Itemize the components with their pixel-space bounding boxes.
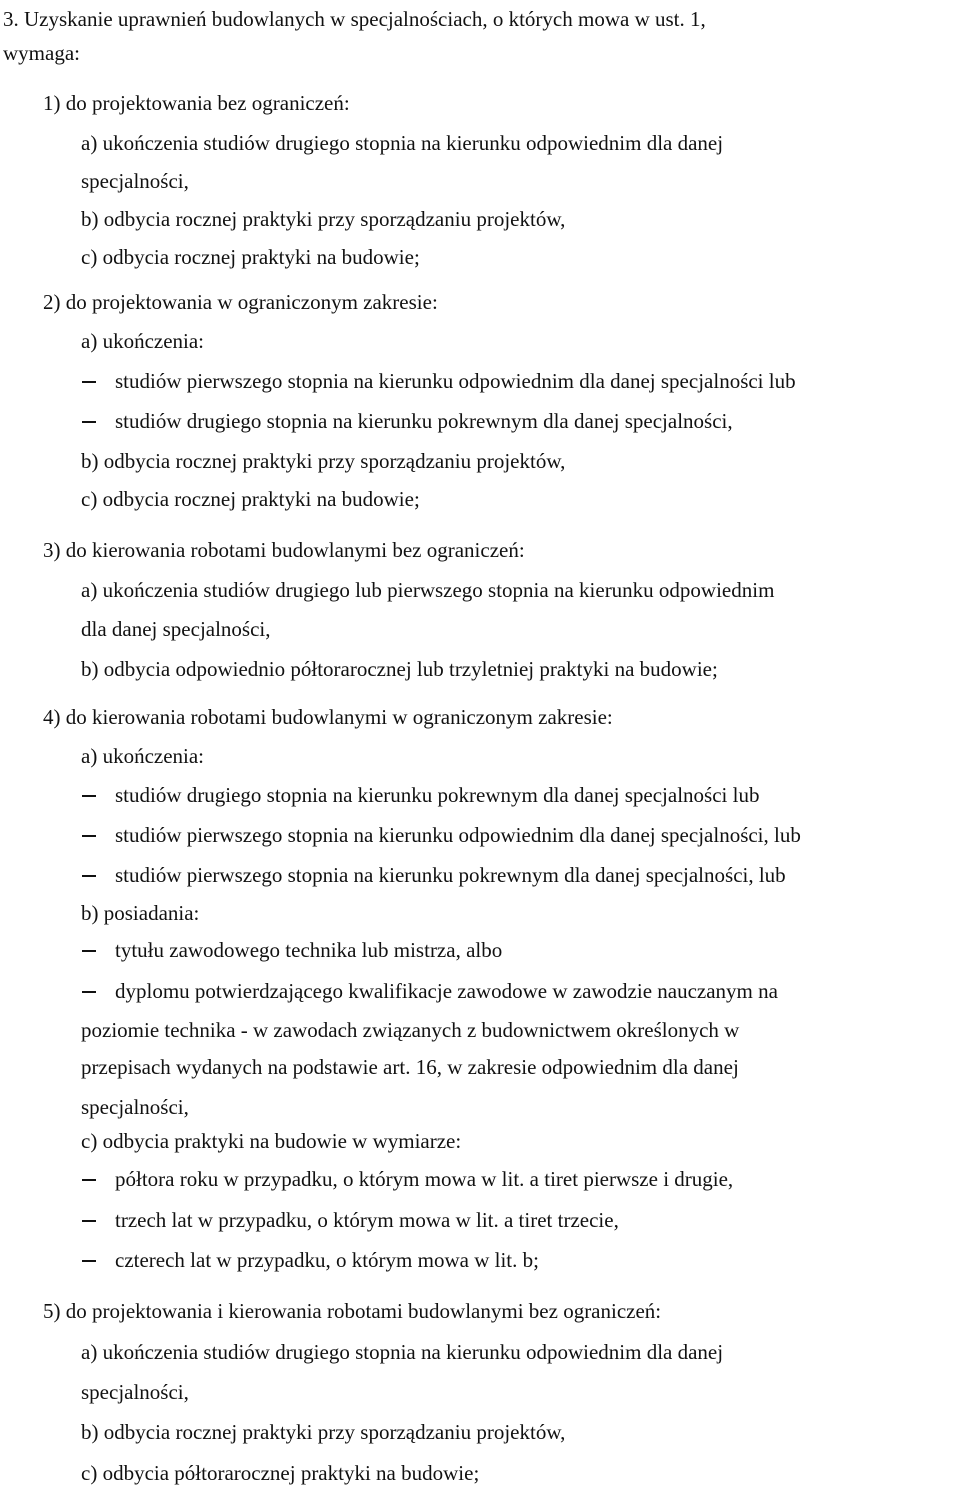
clause-c: c) odbycia półtorarocznej praktyki na budowie; (81, 1461, 480, 1485)
clause-c: c) odbycia praktyki na budowie w wymiarze: (81, 1129, 462, 1153)
clause-c: c) odbycia rocznej praktyki na budowie; (81, 487, 420, 511)
clause-b: b) odbycia rocznej praktyki przy sporządzaniu projektów, (81, 449, 566, 473)
list-item-cont: poziomie technika - w zawodach związanych z budownictwem określonych w (81, 1018, 740, 1042)
section-heading: 3) do kierowania robotami budowlanymi bez ograniczeń: (43, 538, 525, 562)
section-heading: 5) do projektowania i kierowania robotami budowlanymi bez ograniczeń: (43, 1299, 662, 1323)
list-item-text: dyplomu potwierdzającego kwalifikacje zawodowe w zawodzie nauczanym na (115, 979, 778, 1003)
clause-b: b) posiadania: (81, 901, 200, 925)
clause-a: a) ukończenia: (81, 329, 205, 353)
section-heading: 2) do projektowania w ograniczonym zakresie: (43, 290, 438, 314)
dash-bullet-icon (82, 991, 96, 993)
list-item-text: trzech lat w przypadku, o którym mowa w lit. a tiret trzecie, (115, 1208, 619, 1232)
list-item-text: studiów drugiego stopnia na kierunku pokrewnym dla danej specjalności lub (115, 783, 760, 807)
list-item-cont: specjalności, (81, 1095, 189, 1119)
clause-a-cont: specjalności, (81, 169, 189, 193)
section-heading: 1) do projektowania bez ograniczeń: (43, 91, 350, 115)
clause-b: b) odbycia rocznej praktyki przy sporządzaniu projektów, (81, 207, 566, 231)
clause-c: c) odbycia rocznej praktyki na budowie; (81, 245, 420, 269)
list-item-text: studiów pierwszego stopnia na kierunku odpowiednim dla danej specjalności lub (115, 369, 796, 393)
clause-b: b) odbycia odpowiednio półtorarocznej lub trzyletniej praktyki na budowie; (81, 657, 718, 681)
dash-bullet-icon (82, 381, 96, 383)
clause-b: b) odbycia rocznej praktyki przy sporządzaniu projektów, (81, 1420, 566, 1444)
dash-bullet-icon (82, 1260, 96, 1262)
clause-a-cont: specjalności, (81, 1380, 189, 1404)
clause-a-cont: dla danej specjalności, (81, 617, 271, 641)
dash-bullet-icon (82, 1220, 96, 1222)
clause-a: a) ukończenia studiów drugiego lub pierwszego stopnia na kierunku odpowiednim (81, 578, 775, 602)
dash-bullet-icon (82, 875, 96, 877)
intro-line: wymaga: (3, 41, 80, 65)
dash-bullet-icon (82, 795, 96, 797)
dash-bullet-icon (82, 1179, 96, 1181)
clause-a: a) ukończenia: (81, 744, 205, 768)
dash-bullet-icon (82, 950, 96, 952)
list-item-text: tytułu zawodowego technika lub mistrza, albo (115, 938, 503, 962)
list-item-text: studiów pierwszego stopnia na kierunku pokrewnym dla danej specjalności, lub (115, 863, 786, 887)
list-item-text: czterech lat w przypadku, o którym mowa w lit. b; (115, 1248, 539, 1272)
clause-a: a) ukończenia studiów drugiego stopnia na kierunku odpowiednim dla danej (81, 131, 724, 155)
list-item-text: półtora roku w przypadku, o którym mowa w lit. a tiret pierwsze i drugie, (115, 1167, 734, 1191)
intro-line: 3. Uzyskanie uprawnień budowlanych w specjalnościach, o których mowa w ust. 1, (3, 7, 706, 31)
list-item-text: studiów pierwszego stopnia na kierunku odpowiednim dla danej specjalności, lub (115, 823, 801, 847)
dash-bullet-icon (82, 835, 96, 837)
clause-a: a) ukończenia studiów drugiego stopnia na kierunku odpowiednim dla danej (81, 1340, 724, 1364)
dash-bullet-icon (82, 421, 96, 423)
section-heading: 4) do kierowania robotami budowlanymi w ograniczonym zakresie: (43, 705, 613, 729)
list-item-cont: przepisach wydanych na podstawie art. 16, w zakresie odpowiednim dla danej (81, 1055, 739, 1079)
list-item-text: studiów drugiego stopnia na kierunku pokrewnym dla danej specjalności, (115, 409, 733, 433)
